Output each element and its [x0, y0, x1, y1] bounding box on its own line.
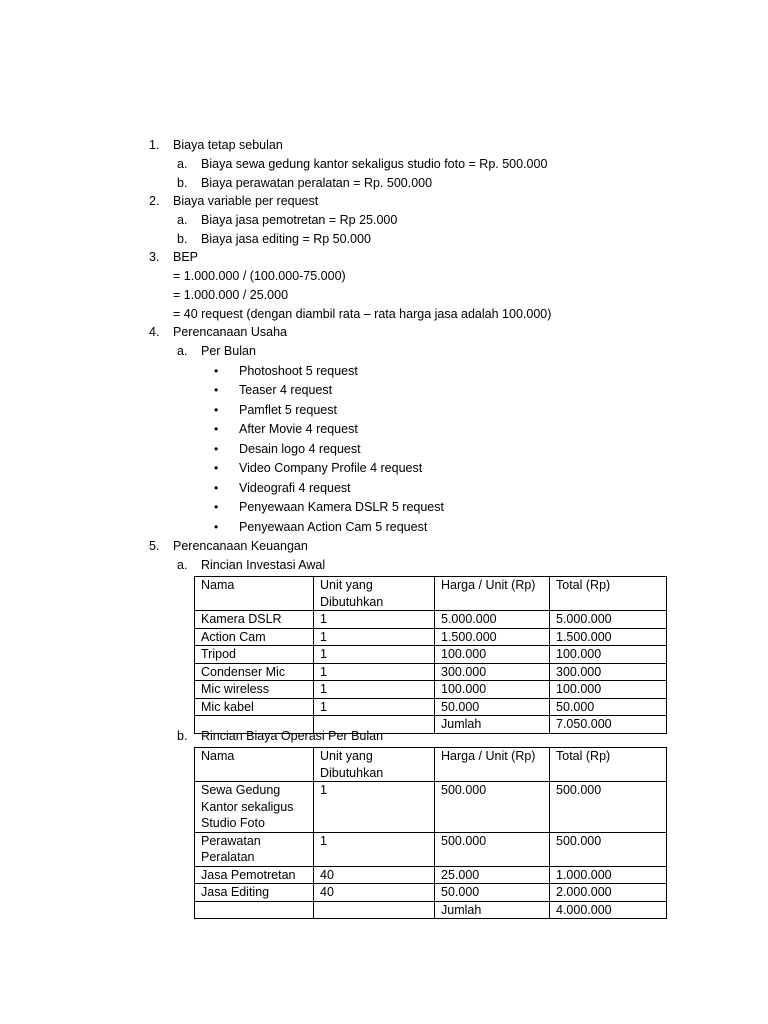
list-letter: b. [177, 729, 188, 743]
header-cell: Harga / Unit (Rp) [435, 577, 550, 611]
list-number: 5. [149, 539, 160, 553]
bullet-icon: • [214, 520, 219, 534]
total-label: Jumlah [435, 901, 550, 919]
table-row [195, 646, 667, 664]
bullet-text: Penyewaan Action Cam 5 request [239, 520, 428, 534]
table-cell: 50.000 [435, 884, 550, 902]
table-row [195, 884, 667, 902]
table-cell: 500.000 [435, 832, 550, 866]
table-cell: Action Cam [195, 628, 314, 646]
bullet-text: Videografi 4 request [239, 481, 351, 495]
table-row [195, 681, 667, 699]
total-label: Jumlah [435, 716, 550, 734]
total-value: 4.000.000 [550, 901, 667, 919]
table-cell: 100.000 [550, 681, 667, 699]
table-header-row [195, 577, 667, 611]
table-cell: 5.000.000 [435, 611, 550, 629]
table-cell: Tripod [195, 646, 314, 664]
table-header-row [195, 748, 667, 782]
bullet-icon: • [214, 481, 219, 495]
list-letter: a. [177, 558, 188, 572]
section-title: BEP [173, 250, 199, 264]
table-cell: 500.000 [550, 782, 667, 833]
header-cell: Nama [195, 748, 314, 782]
list-number: 3. [149, 250, 160, 264]
bullet-text: Teaser 4 request [239, 383, 333, 397]
section-title: Perencanaan Usaha [173, 325, 287, 339]
list-letter: a. [177, 157, 188, 171]
list-item-text: Per Bulan [201, 344, 256, 358]
table-cell: 50.000 [550, 698, 667, 716]
table-cell: 1.500.000 [435, 628, 550, 646]
table-cell: Kamera DSLR [195, 611, 314, 629]
bullet-icon: • [214, 500, 219, 514]
table-cell: Perawatan Peralatan [195, 832, 314, 866]
table-cell [314, 901, 435, 919]
table-cell: Mic wireless [195, 681, 314, 699]
header-cell: Total (Rp) [550, 748, 667, 782]
table-cell: 50.000 [435, 698, 550, 716]
table-row [195, 628, 667, 646]
table-cell: 1 [314, 628, 435, 646]
section-title: Biaya tetap sebulan [173, 138, 283, 152]
list-letter: b. [177, 232, 188, 246]
table-cell: 1 [314, 663, 435, 681]
table-cell: Mic kabel [195, 698, 314, 716]
header-cell: Unit yang Dibutuhkan [314, 577, 435, 611]
section-title: Perencanaan Keuangan [173, 539, 308, 553]
formula-text: = 1.000.000 / 25.000 [173, 288, 289, 302]
table-cell: Sewa Gedung Kantor sekaligus Studio Foto [195, 782, 314, 833]
table-cell: 1 [314, 646, 435, 664]
total-value: 7.050.000 [550, 716, 667, 734]
list-number: 1. [149, 138, 160, 152]
table-cell: 40 [314, 866, 435, 884]
bullet-text: Penyewaan Kamera DSLR 5 request [239, 500, 444, 514]
table-cell: 1 [314, 782, 435, 833]
table-cell: 40 [314, 884, 435, 902]
bullet-icon: • [214, 461, 219, 475]
table-cell: 1 [314, 611, 435, 629]
table-caption: Rincian Biaya Operasi Per Bulan [201, 729, 384, 743]
list-letter: b. [177, 176, 188, 190]
bullet-icon: • [214, 442, 219, 456]
list-letter: a. [177, 344, 188, 358]
bullet-icon: • [214, 422, 219, 436]
table-row [195, 611, 667, 629]
table-row [195, 698, 667, 716]
table-row [195, 832, 667, 866]
bullet-icon: • [214, 383, 219, 397]
table-cell: 1 [314, 698, 435, 716]
table-cell: 1 [314, 832, 435, 866]
formula-text: = 1.000.000 / (100.000-75.000) [173, 269, 346, 283]
table-cell: 5.000.000 [550, 611, 667, 629]
list-item-text: Biaya sewa gedung kantor sekaligus studio foto = Rp. 500.000 [201, 157, 548, 171]
bullet-text: Photoshoot 5 request [239, 364, 358, 378]
bullet-icon: • [214, 364, 219, 378]
table-cell: 1 [314, 681, 435, 699]
table-cell: 500.000 [435, 782, 550, 833]
table-cell: 1.500.000 [550, 628, 667, 646]
table-total-row [195, 901, 667, 919]
list-number: 4. [149, 325, 160, 339]
table-caption: Rincian Investasi Awal [201, 558, 326, 572]
table-cell: 500.000 [550, 832, 667, 866]
list-item-text: Biaya perawatan peralatan = Rp. 500.000 [201, 176, 433, 190]
table-row [195, 866, 667, 884]
header-cell: Unit yang Dibutuhkan [314, 748, 435, 782]
formula-text: = 40 request (dengan diambil rata – rata harga jasa adalah 100.000) [173, 307, 552, 321]
list-item-text: Biaya jasa pemotretan = Rp 25.000 [201, 213, 398, 227]
table-cell: 100.000 [435, 681, 550, 699]
table-cell: 25.000 [435, 866, 550, 884]
table-cell: 100.000 [550, 646, 667, 664]
bullet-text: Desain logo 4 request [239, 442, 361, 456]
list-letter: a. [177, 213, 188, 227]
list-number: 2. [149, 194, 160, 208]
header-cell: Harga / Unit (Rp) [435, 748, 550, 782]
table-row [195, 782, 667, 833]
header-cell: Nama [195, 577, 314, 611]
bullet-text: Video Company Profile 4 request [239, 461, 423, 475]
table-cell: 300.000 [550, 663, 667, 681]
table-cell: 2.000.000 [550, 884, 667, 902]
table-cell: Jasa Pemotretan [195, 866, 314, 884]
table-row [195, 663, 667, 681]
table-cell: Condenser Mic [195, 663, 314, 681]
list-item-text: Biaya jasa editing = Rp 50.000 [201, 232, 371, 246]
investment-table [194, 576, 667, 734]
operating-cost-table [194, 747, 667, 919]
table-cell: 300.000 [435, 663, 550, 681]
bullet-text: Pamflet 5 request [239, 403, 337, 417]
table-cell: 100.000 [435, 646, 550, 664]
table-cell: 1.000.000 [550, 866, 667, 884]
section-title: Biaya variable per request [173, 194, 319, 208]
bullet-icon: • [214, 403, 219, 417]
header-cell: Total (Rp) [550, 577, 667, 611]
bullet-text: After Movie 4 request [239, 422, 358, 436]
table-cell [195, 901, 314, 919]
table-cell: Jasa Editing [195, 884, 314, 902]
